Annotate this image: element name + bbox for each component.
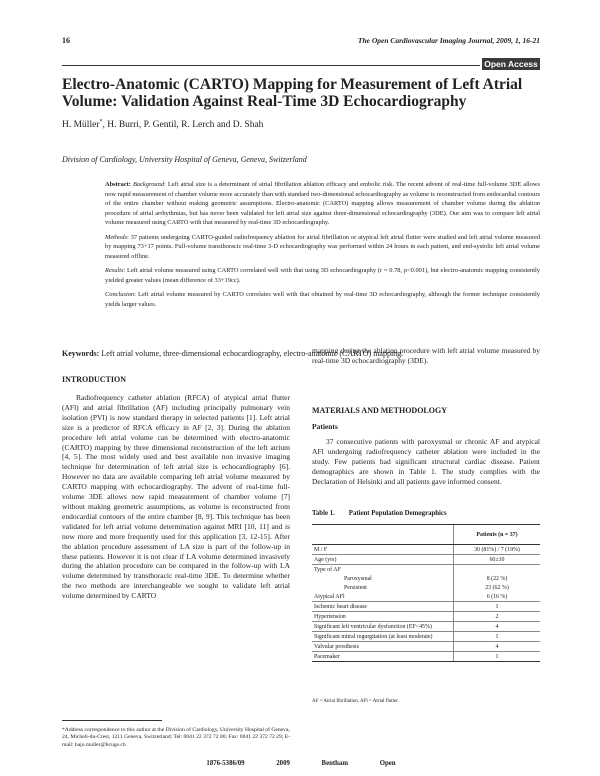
continuation-paragraph: mapping during the ablation procedure with left atrial volume measured by real-time 3D echocardiography (3DE). [312, 346, 540, 365]
demographics-table [312, 524, 540, 662]
row-value: 1 [454, 602, 541, 612]
row-label: Atypical AFl [314, 593, 345, 600]
table-title: Patient Population Demographics [348, 510, 447, 517]
table-row [312, 602, 540, 612]
table-row [312, 612, 540, 622]
introduction-paragraph: Radiofrequency catheter ablation (RFCA) of atypical atrial flutter (AFl) and atrial fibrillation (AF) including principally pulmonary vein isolation (PVI) is now standard therapy in selected patients [1]. Left atrial size is a predictor of RFCA efficacy in AF [2, 3]. During the ablation procedure left atrial volume can be determined with electro-anatomic (CARTO) mapping by three dimensional reconstruction of the left atrium [4, 5]. The most widely used and best available non invasive imaging technique for determination of left atrial size is echocardiography [6]. However no data are available comparing left atrial volume measured by CARTO mapping with echocardiography. The advent of real-time full-volume 3DE allows now rapid measurement of chamber volume [7] without making geometric assumptions, as volume is reconstructed from endocardial contours of the entire chamber [8, 9]. This technique has been validated for left atrial volume determination against MRI [10, 11] and is now more and more frequently used for this application [3, 12-15]. After the ablation procedure assessment of LA size is part of the follow-up in these patients. However it is not clear if LA volume determined invasively during the ablation procedure can be compared in the follow-up with LA volume determined by transthoracic real-time 3DE. To determine whether the two methods are interchangeable we sought to validate left atrial volume determined by CARTO [62, 393, 290, 601]
row-value: 4 [454, 622, 541, 632]
introduction-body [62, 393, 290, 601]
page-number: 16 [62, 36, 70, 45]
row-label: Paroxysmal [344, 575, 372, 582]
corresponding-mark: * [99, 119, 103, 125]
row-label: M / F [312, 545, 454, 555]
table-row [312, 583, 540, 592]
row-value: 8 (22 %) [454, 574, 541, 583]
table-row [312, 565, 540, 575]
abstract-methods [105, 233, 540, 262]
publisher: 2009 Bentham Open [276, 760, 396, 767]
other-authors: , H. Burri, P. Gentil, R. Lerch and D. Shah [102, 120, 264, 131]
row-label: Pacemaker [312, 652, 454, 662]
affiliation: Division of Cardiology, University Hospital of Geneva, Geneva, Switzerland [62, 155, 307, 164]
page-footer [62, 760, 540, 767]
table-row [312, 545, 540, 555]
row-value: 1 [454, 652, 541, 662]
row-value: 30 (81%) / 7 (19%) [454, 545, 541, 555]
table-row [312, 632, 540, 642]
table-row [312, 622, 540, 632]
table-header-cell: Patients (n = 37) [454, 525, 541, 545]
journal-header: The Open Cardiovascular Imaging Journal, 2009, 1, 16-21 [357, 36, 540, 45]
keywords-label: Keywords: [62, 349, 100, 358]
row-label: Significant mitral regurgitation (at least moderate) [312, 632, 454, 642]
row-label: Valvular prosthesis [312, 642, 454, 652]
row-value: 6 (16 %) [454, 592, 541, 602]
patients-paragraph: 37 consecutive patients with paroxysmal or chronic AF and atypical AFl undergoing radiofrequency catheter ablation were included in the study. Few patients had significant structural cardiac disease. Patient demographics are shown in Table 1. The study complies with the Declaration of Helsinki and all patients gave informed consent. [312, 437, 540, 486]
row-label: Significant left ventricular dysfunction (EF<45%) [312, 622, 454, 632]
abstract-background [105, 180, 540, 228]
column-two-continuation [312, 346, 540, 366]
row-value: 2 [454, 612, 541, 622]
row-value: 4 [454, 642, 541, 652]
methods-text: : 37 patients undergoing CARTO-guided radiofrequency ablation for atrial fibrillation or atypical left atrial flutter were studied and left atrial volume measured by mapping 73+17 points. Full-volume transthoracic real-time 3-D echocardiography was performed within 24 hours in each patient, and end-systolic left atrial volume measured offline. [105, 233, 540, 260]
row-value [454, 565, 541, 575]
table-row [312, 592, 540, 602]
header-rule [62, 65, 480, 66]
keywords-text: Left atrial volume, three-dimensional echocardiography, electro-anatomic (CARTO) mapping. [99, 349, 404, 358]
methods-label: Methods [105, 233, 128, 241]
row-label: Persistent [344, 584, 367, 591]
table-number: Table 1. [312, 510, 335, 517]
background-label: Background [133, 181, 164, 188]
first-author: H. Müller [62, 120, 100, 131]
row-value: 60±10 [454, 555, 541, 565]
table-note: AF = Atrial fibrillation, AFl = Atrial flutter. [312, 699, 399, 704]
table-row [312, 652, 540, 662]
abstract-label: Abstract: [105, 181, 131, 188]
row-label: Hypertension [312, 612, 454, 622]
row-value: 23 (62 %) [454, 583, 541, 592]
correspondence-footnote: *Address correspondence to this author at the Division of Cardiology, University Hospital of Geneva, 24, Micheli-du-Crest, 1211 Geneva, Switzerland; Tel: 0041 22 372 72 00; Fax: 0041 22 372 72 29; E-mail: hajo.muller@hcuge.ch [62, 727, 290, 748]
patients-heading: Patients [312, 422, 338, 431]
background-text: : Left atrial size is a determinant of atrial fibrillation ablation efficacy and embolic risk. The recent advent of real-time full-volume 3DE allows now rapid measurement of chamber volume more accurately than with standard two-dimensional echocardiography as volume is reconstructed from endocardial contours of the entire chamber without making geometric assumptions. Electro-anatomic (CARTO) mapping allows measurement of chamber volume during the ablation procedure of atrial arrhythmias, but has never been validated for left atrial size against three-dimensional echocardiography (3DE). Our aim was to compare left atrial volume measured using CARTO with that measured by real-time 3D echocardiography. [105, 181, 540, 227]
conclusion-label: Conclusion [105, 291, 135, 299]
open-access-badge: Open Access [482, 58, 540, 70]
patients-body [312, 437, 540, 487]
conclusion-text: : Left atrial volume measured by CARTO correlates well with that obtained by real-time 3D echocardiography, although the former technique consistently yields larger values. [105, 291, 540, 309]
table-row [312, 642, 540, 652]
abstract [105, 180, 540, 315]
table-header-blank [312, 525, 454, 545]
introduction-heading: INTRODUCTION [62, 375, 127, 384]
table-header-row [312, 525, 540, 545]
row-label: Type of AF [312, 565, 454, 575]
row-label: Age (yrs) [312, 555, 454, 565]
results-text: : Left atrial volume measured using CARTO correlated well with that using 3D echocardiography (r = 0.78, p<0.001), but electro-anatomic mapping consistently yielded greater values (mean difference of 33+19cc). [105, 267, 540, 284]
row-value: 1 [454, 632, 541, 642]
table-row [312, 555, 540, 565]
abstract-results [105, 266, 540, 285]
abstract-conclusion [105, 290, 540, 309]
row-label: Ischemic heart disease [312, 602, 454, 612]
results-label: Results [105, 267, 124, 275]
footnote-rule [62, 720, 162, 721]
issn: 1876-5386/09 [206, 760, 245, 767]
methods-heading: MATERIALS AND METHODOLOGY [312, 406, 447, 415]
author-list [62, 119, 540, 130]
article-title: Electro-Anatomic (CARTO) Mapping for Measurement of Left Atrial Volume: Validation Against Real-Time 3D Echocardiography [62, 76, 523, 110]
table-caption [312, 510, 461, 517]
table-row [312, 574, 540, 583]
